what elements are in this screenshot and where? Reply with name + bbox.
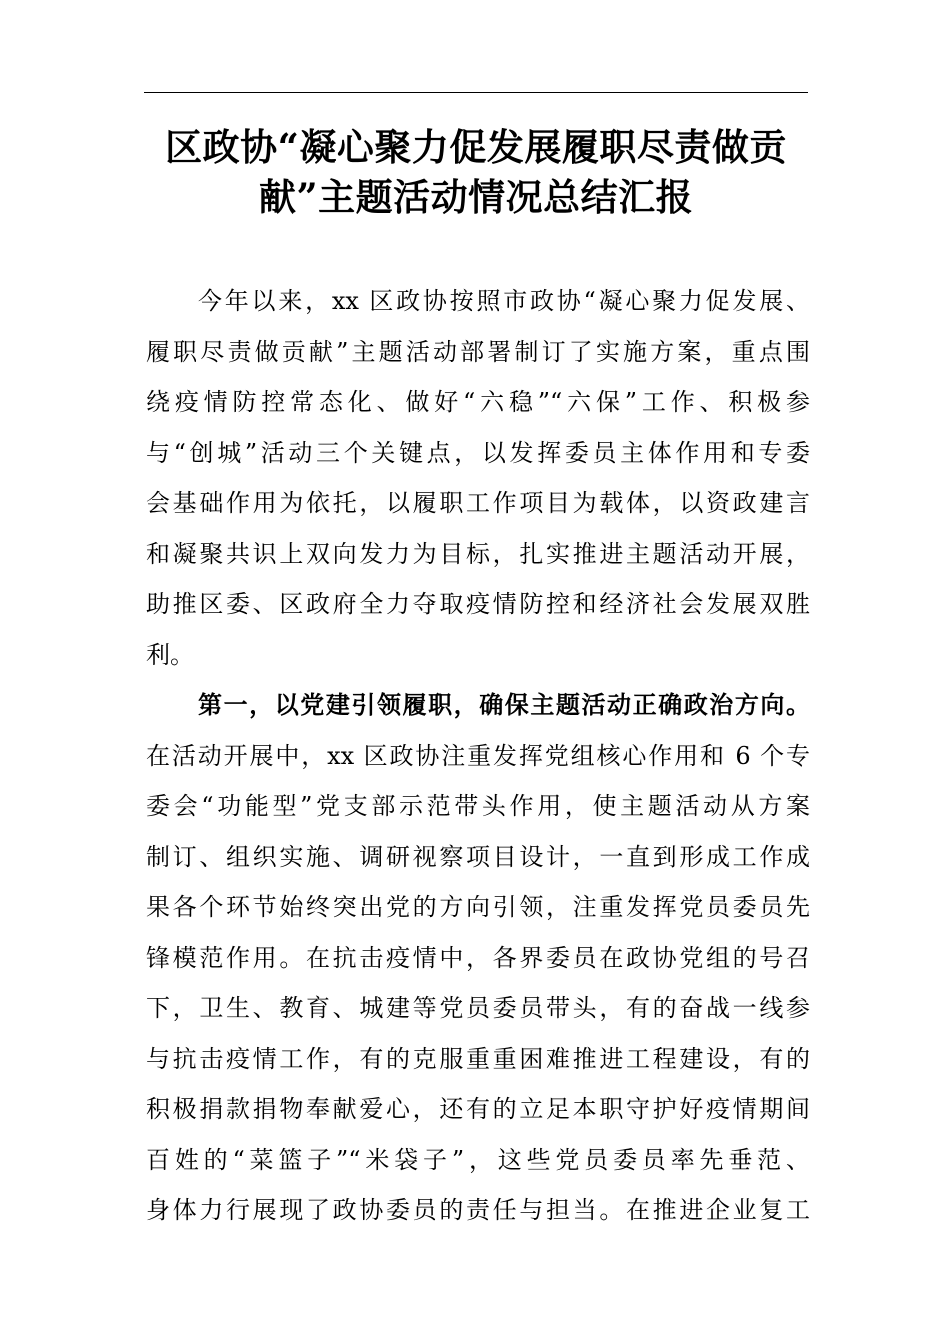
paragraph-2-line: 积极捐款捐物奉献爱心，还有的立足本职守护好疫情期间 xyxy=(146,1095,810,1123)
paragraph-2-line: 制订、组织实施、调研视察项目设计，一直到形成工作成 xyxy=(146,842,810,871)
paragraph-1-line: 履职尽责做贡献”主题活动部署制订了实施方案，重点围 xyxy=(146,337,810,366)
paragraph-2-line: 下，卫生、教育、城建等党员委员带头，有的奋战一线参 xyxy=(146,994,810,1022)
paragraph-2-line: 身体力行展现了政协委员的责任与担当。在推进企业复工 xyxy=(146,1196,810,1224)
paragraph-1-line: 助推区委、区政府全力夺取疫情防控和经济社会发展双胜 xyxy=(146,590,810,618)
title-line: 献”主题活动情况总结汇报 xyxy=(258,175,694,219)
paragraph-2-line: 在活动开展中，xx 区政协注重发挥党组核心作用和 6 个专 xyxy=(146,741,810,770)
document-body xyxy=(146,276,810,1236)
paragraph-1-line: 会基础作用为依托，以履职工作项目为载体，以资政建言 xyxy=(146,489,810,517)
paragraph-2-line: 锋模范作用。在抗击疫情中，各界委员在政协党组的号召 xyxy=(146,943,810,972)
paragraph-2-line: 百姓的“菜篮子”“米袋子”，这些党员委员率先垂范、 xyxy=(146,1145,810,1174)
paragraph-1-line: 与“创城”活动三个关键点，以发挥委员主体作用和专委 xyxy=(146,438,810,467)
header-rule xyxy=(144,92,808,93)
section-1-heading: 第一，以党建引领履职，确保主题活动正确政治方向。 xyxy=(198,690,810,719)
paragraph-1-line: 绕疫情防控常态化、做好“六稳”“六保”工作、积极参 xyxy=(146,388,810,416)
document-title xyxy=(144,122,808,222)
paragraph-1-line: 今年以来，xx 区政协按照市政协“凝心聚力促发展、 xyxy=(198,287,810,315)
paragraph-2-line: 果各个环节始终突出党的方向引领，注重发挥党员委员先 xyxy=(146,893,810,921)
paragraph-2-line: 与抗击疫情工作，有的克服重重困难推进工程建设，有的 xyxy=(146,1044,810,1073)
title-line: 区政协“凝心聚力促发展履职尽责做贡 xyxy=(165,125,787,169)
paragraph-2-line: 委会“功能型”党支部示范带头作用，使主题活动从方案 xyxy=(146,792,810,820)
paragraph-1-line: 和凝聚共识上双向发力为目标，扎实推进主题活动开展， xyxy=(146,539,810,568)
paragraph-1-line: 利。 xyxy=(146,640,194,669)
